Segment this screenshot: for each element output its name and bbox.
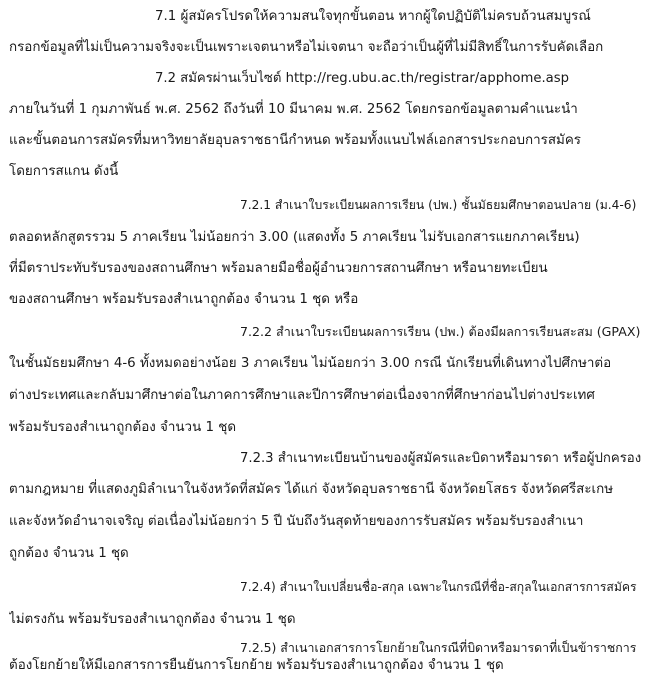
text-line-7-2-1-heading: 7.2.1 สำเนาใบระเบียนผลการเรียน (ปพ.) ชั้นมัธยมศึกษาตอนปลาย (ม.4-6) [240, 198, 637, 212]
text-line-7-2-2-heading: 7.2.2 สำเนาใบระเบียนผลการเรียน (ปพ.) ต้องมีผลการเรียนสะสม (GPAX) [240, 324, 641, 339]
text-line: และขั้นตอนการสมัครที่มหาวิทยาลัยอุบลราชธานีกำหนด พร้อมทั้งแนบไฟล์เอกสารประกอบการสมัคร [9, 133, 581, 148]
text-line-7-2-heading: 7.2 สมัครผ่านเว็บไซต์ http://reg.ubu.ac.th/registrar/apphome.asp [155, 71, 569, 86]
text-line: ถูกต้อง จำนวน 1 ชุด [9, 546, 129, 561]
text-line: พร้อมรับรองสำเนาถูกต้อง จำนวน 1 ชุด [9, 420, 237, 435]
text-line: ของสถานศึกษา พร้อมรับรองสำเนาถูกต้อง จำนวน 1 ชุด หรือ [9, 292, 359, 307]
text-line: และจังหวัดอำนาจเจริญ ต่อเนื่องไม่น้อยกว่า 5 ปี นับถึงวันสุดท้ายของการรับสมัคร พร้อมรับรองสำเนา [9, 514, 584, 529]
text-line: ในชั้นมัธยมศึกษา 4-6 ทั้งหมดอย่างน้อย 3 ภาคเรียน ไม่น้อยกว่า 3.00 กรณี นักเรียนที่เดินทางไปศึกษาต่อ [9, 356, 612, 371]
text-line: โดยการสแกน ดังนี้ [9, 164, 119, 179]
text-line: ต่างประเทศและกลับมาศึกษาต่อในภาคการศึกษาและปีการศึกษาต่อเนื่องจากที่ศึกษาก่อนไปต่างประเทศ [9, 388, 595, 403]
text-line: กรอกข้อมูลที่ไม่เป็นความจริงจะเป็นเพราะเจตนาหรือไม่เจตนา จะถือว่าเป็นผู้ที่ไม่มีสิทธิ์ในการรับคัดเลือก [9, 40, 604, 55]
text-line: ไม่ตรงกัน พร้อมรับรองสำเนาถูกต้อง จำนวน 1 ชุด [9, 612, 296, 627]
text-line-7-1-heading: 7.1 ผู้สมัครโปรดให้ความสนใจทุกขั้นตอน หากผู้ใดปฏิบัติไม่ครบถ้วนสมบูรณ์ [155, 9, 591, 24]
text-line: ต้องโยกย้ายให้มีเอกสารการยืนยันการโยกย้าย พร้อมรับรองสำเนาถูกต้อง จำนวน 1 ชุด [9, 658, 504, 673]
text-line: ภายในวันที่ 1 กุมภาพันธ์ พ.ศ. 2562 ถึงวันที่ 10 มีนาคม พ.ศ. 2562 โดยกรอกข้อมูลตามคำแนะนำ [9, 102, 578, 117]
text-line: ตลอดหลักสูตรรวม 5 ภาคเรียน ไม่น้อยกว่า 3.00 (แสดงทั้ง 5 ภาคเรียน ไม่รับเอกสารแยกภาคเรียน) [9, 230, 580, 245]
text-line-7-2-5-heading: 7.2.5) สำเนาเอกสารการโยกย้ายในกรณีที่บิดาหรือมารดาที่เป็นข้าราชการ [240, 640, 637, 655]
text-line-7-2-3-heading: 7.2.3 สำเนาทะเบียนบ้านของผู้สมัครและบิดาหรือมารดา หรือผู้ปกครอง [240, 451, 642, 466]
text-line-7-2-4-heading: 7.2.4) สำเนาใบเปลี่ยนชื่อ-สกุล เฉพาะในกรณีที่ชื่อ-สกุลในเอกสารการสมัคร [240, 580, 637, 594]
text-line: ตามกฎหมาย ที่แสดงภูมิลำเนาในจังหวัดที่สมัคร ได้แก่ จังหวัดอุบลราชธานี จังหวัดยโสธร จังหวัดศรีสะเกษ [9, 482, 614, 497]
text-line: ที่มีตราประทับรับรองของสถานศึกษา พร้อมลายมือชื่อผู้อำนวยการสถานศึกษา หรือนายทะเบียน [9, 261, 548, 276]
